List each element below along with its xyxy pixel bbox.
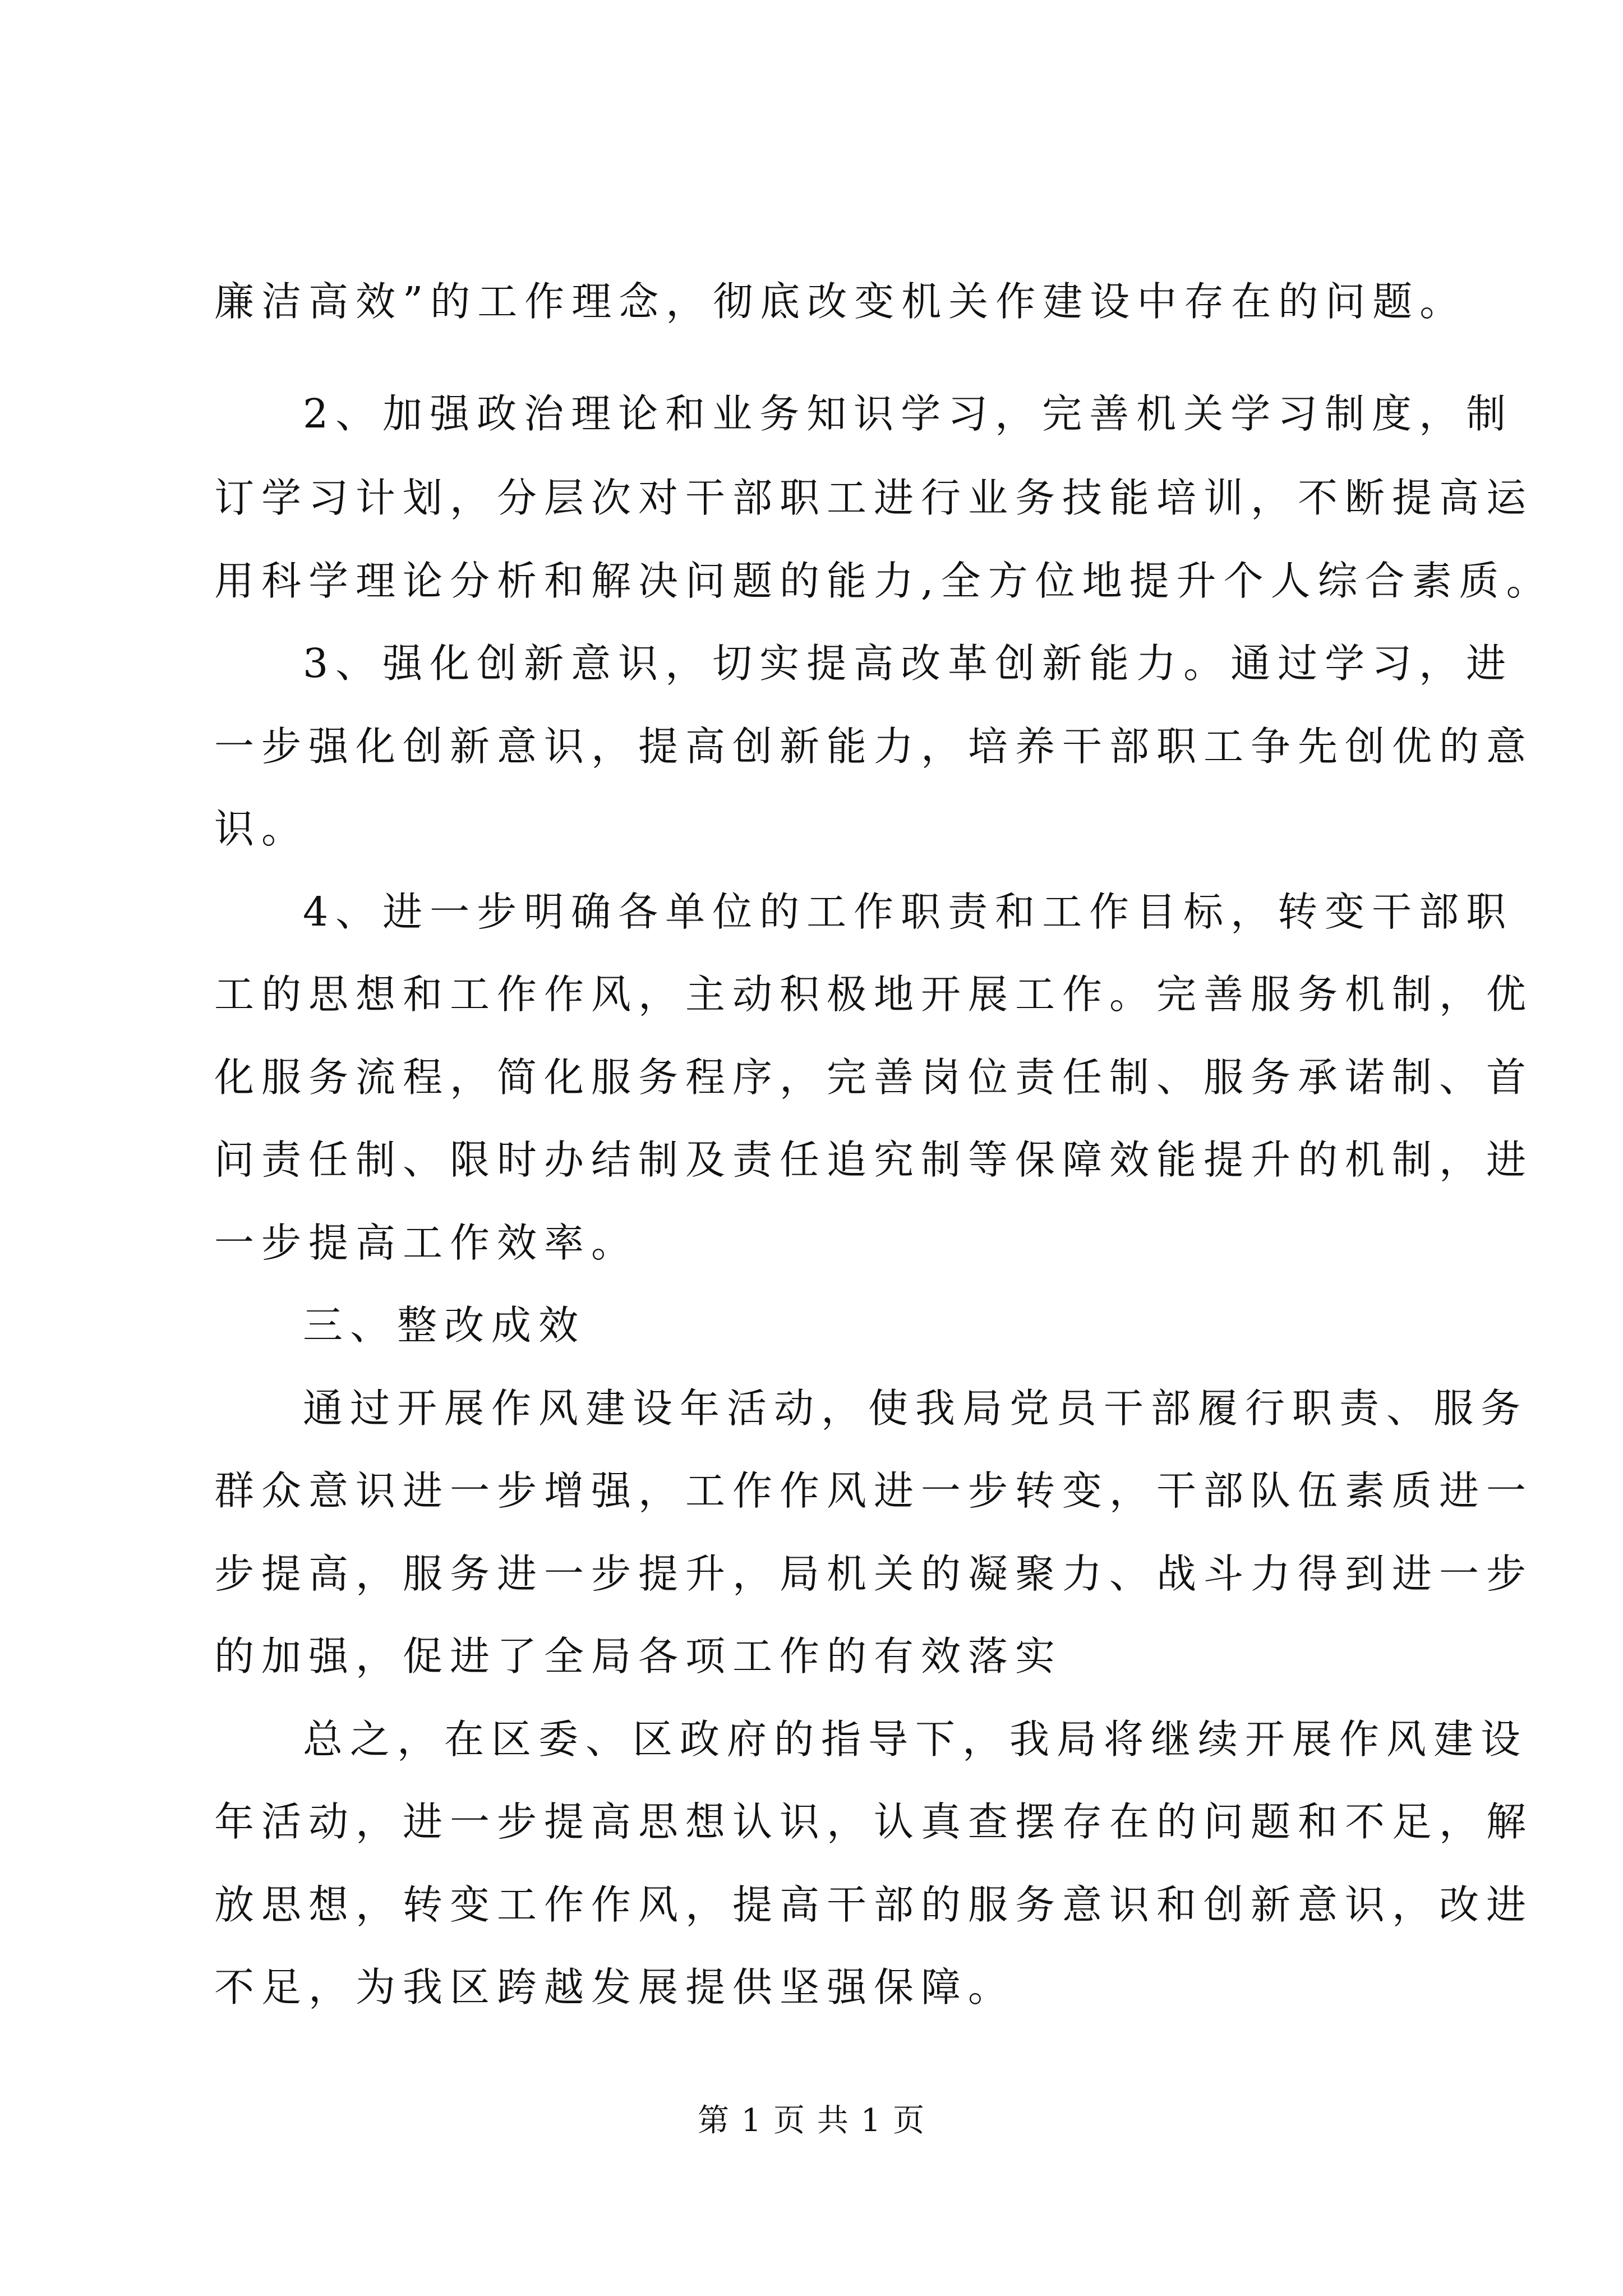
body-text-line: 问责任制、限时办结制及责任追究制等保障效能提升的机制，进 <box>214 1137 1534 1183</box>
body-text-line: 年活动，进一步提高思想认识，认真查摆存在的问题和不足，解 <box>214 1798 1534 1845</box>
body-text-line: 2、加强政治理论和业务知识学习，完善机关学习制度，制 <box>303 390 1514 437</box>
body-text-line: 4、进一步明确各单位的工作职责和工作目标，转变干部职 <box>303 889 1514 935</box>
body-text-line: 用科学理论分析和解决问题的能力,全方位地提升个人综合素质。 <box>214 558 1553 604</box>
body-text-line: 一步强化创新意识，提高创新能力，培养干部职工争先创优的意 <box>214 723 1534 770</box>
body-text-line: 订学习计划，分层次对干部职工进行业务技能培训，不断提高运 <box>214 475 1534 521</box>
body-text-line: 识。 <box>214 806 309 852</box>
body-text-line: 放思想，转变工作作风，提高干部的服务意识和创新意识，改进 <box>214 1881 1534 1928</box>
body-text-line: 廉洁高效”的工作理念，彻底改变机关作建设中存在的问题。 <box>214 278 1467 325</box>
body-text-line: 通过开展作风建设年活动，使我局党员干部履行职责、服务 <box>303 1385 1528 1432</box>
body-text-line: 不足，为我区跨越发展提供坚强保障。 <box>214 1964 1016 2010</box>
body-text-line: 的加强，促进了全局各项工作的有效落实 <box>214 1633 1063 1680</box>
body-text-line: 一步提高工作效率。 <box>214 1220 639 1266</box>
body-text-line: 步提高，服务进一步提升，局机关的凝聚力、战斗力得到进一步 <box>214 1550 1534 1597</box>
body-text-line: 群众意识进一步增强，工作作风进一步转变，干部队伍素质进一 <box>214 1467 1534 1514</box>
body-text-line: 工的思想和工作作风，主动积极地开展工作。完善服务机制，优 <box>214 971 1534 1018</box>
body-text-line: 总之，在区委、区政府的指导下，我局将继续开展作风建设 <box>303 1716 1528 1763</box>
page-number-footer: 第 1 页 共 1 页 <box>697 2102 926 2139</box>
body-text-line: 3、强化创新意识，切实提高改革创新能力。通过学习，进 <box>303 640 1514 687</box>
section-heading: 三、整改成效 <box>303 1302 586 1349</box>
body-text-line: 化服务流程，简化服务程序，完善岗位责任制、服务承诺制、首 <box>214 1054 1534 1101</box>
